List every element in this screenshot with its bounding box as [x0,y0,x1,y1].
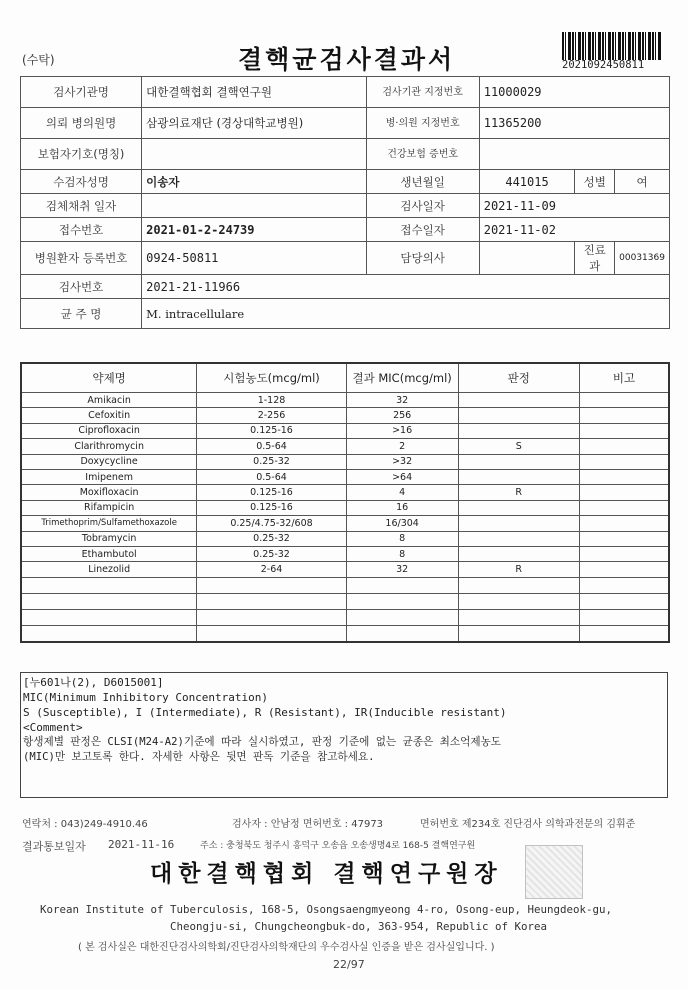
health-ins [479,139,669,170]
drug-name [21,609,197,625]
page-number: 22/97 [333,958,365,971]
comment-code: [누601나(2), D6015001] [23,676,164,689]
test-no: 2021-21-11966 [142,275,670,299]
sex: 여 [615,170,670,194]
note [579,625,669,642]
collect-date [142,194,366,218]
test-range: 2-64 [197,562,346,577]
birth-label: 생년월일 [366,170,479,194]
official-seal-icon [525,845,583,899]
patient-label: 수검자성명 [21,170,142,194]
comment-legend: S (Susceptible), I (Intermediate), R (Resistant), IR(Inducible resistant) [23,706,507,719]
judgement [458,516,579,531]
judgement [458,609,579,625]
note [579,469,669,484]
mic-result: 4 [346,485,458,500]
table-row [21,408,669,423]
mic-result: 32 [346,562,458,577]
drug-name: Moxifloxacin [21,485,197,500]
species-label: 균 주 명 [21,299,142,329]
hospital: 삼광의료재단 (경상대학교병원) [142,108,366,139]
test-range: 0.25/4.75-32/608 [197,516,346,531]
table-row [21,423,669,438]
drug-name: Clarithromycin [21,439,197,454]
mic-result: >32 [346,454,458,469]
drug-name: Amikacin [21,393,197,408]
comment-mic: MIC(Minimum Inhibitory Concentration) [23,691,269,704]
test-range: 0.5-64 [197,469,346,484]
test-range: 0.25-32 [197,531,346,546]
patient-info-table [20,76,670,329]
col-header-drug: 약제명 [21,363,197,393]
barcode-icon [562,32,662,60]
mic-result [346,609,458,625]
col-header-judge: 판정 [458,363,579,393]
table-row [21,625,669,642]
org-address-en-1: Korean Institute of Tuberculosis, 168-5, Osongsaengmyeong 4-ro, Osong-eup, Heungdeok-gu, [40,903,613,916]
test-range: 1-128 [197,393,346,408]
receipt-no: 2021-01-2-24739 [142,218,366,242]
reg-label: 병원환자 등록번호 [21,242,142,275]
test-date: 2021-11-09 [479,194,669,218]
receipt-no-label: 접수번호 [21,218,142,242]
mic-result: 16/304 [346,516,458,531]
mic-result: 2 [346,439,458,454]
mic-result: 8 [346,531,458,546]
receipt-date-label: 접수일자 [366,218,479,242]
note [579,516,669,531]
judgement [458,625,579,642]
mic-result: 32 [346,393,458,408]
receipt-date: 2021-11-02 [479,218,669,242]
judgement: R [458,485,579,500]
hospital-label: 의뢰 병의원명 [21,108,142,139]
test-range: 0.5-64 [197,439,346,454]
table-row [21,469,669,484]
species: M. intracellulare [142,299,670,329]
table-row [21,609,669,625]
note [579,577,669,593]
reg-no: 0924-50811 [142,242,366,275]
test-range [197,577,346,593]
table-row [21,516,669,531]
drug-name [21,625,197,642]
table-row [21,546,669,561]
drug-name: Tobramycin [21,531,197,546]
sex-label: 성별 [575,170,615,194]
page-title: 결핵균검사결과서 [238,45,456,74]
test-date-label: 검사일자 [366,194,479,218]
table-row [21,393,669,408]
notify-label: 결과통보일자 [22,840,86,853]
judgement [458,531,579,546]
drug-name: Doxycycline [21,454,197,469]
table-row [21,562,669,577]
judgement [458,408,579,423]
note [579,439,669,454]
certification-note: ( 본 검사실은 대한진단검사의학회/진단검사의학재단의 우수검사실 인증을 받은 검사실입니다. ) [78,942,495,953]
test-range: 0.25-32 [197,546,346,561]
table-row [21,485,669,500]
note [579,593,669,609]
drug-name [21,577,197,593]
notify-date: 2021-11-16 [108,838,175,851]
table-row [21,454,669,469]
hospital-id: 11365200 [479,108,669,139]
org-address-en-2: Cheongju-si, Chungcheongbuk-do, 363-954, Republic of Korea [170,920,548,933]
test-range: 0.25-32 [197,454,346,469]
handwritten-tag: (수탁) [22,53,55,67]
drug-name: Trimethoprim/Sulfamethoxazole [21,516,197,531]
examiner: 검사자 : 안남정 면허번호 : 47973 [232,819,384,830]
drug-name: Cefoxitin [21,408,197,423]
drug-table-header [21,363,669,393]
table-row [21,531,669,546]
col-header-mic: 결과 MIC(mcg/ml) [346,363,458,393]
birth-date: 441015 [479,170,575,194]
note [579,408,669,423]
judgement [458,454,579,469]
note [579,562,669,577]
table-row [21,593,669,609]
judgement [458,593,579,609]
test-range [197,609,346,625]
patient-name: 이송자 [142,170,366,194]
test-range [197,625,346,642]
barcode-number: 2021092450811 [562,59,645,71]
judgement [458,500,579,515]
judgement [458,577,579,593]
doctor [479,242,575,275]
dept-code: 00031369 [615,242,670,275]
lab-id: 11000029 [479,77,669,108]
comment-box [20,672,668,798]
table-row [21,439,669,454]
judgement [458,423,579,438]
note [579,423,669,438]
note [579,531,669,546]
note [579,546,669,561]
collect-label: 검체채취 일자 [21,194,142,218]
mic-result [346,625,458,642]
lab-name: 대한결핵협회 결핵연구원 [142,77,366,108]
org-name-ko: 대한결핵협회 결핵연구원장 [150,861,503,887]
lab-name-label: 검사기관명 [21,77,142,108]
table-row [21,500,669,515]
address-ko: 주소 : 충청북도 청주시 흥덕구 오송읍 오송생명4로 168-5 결핵연구원 [200,841,476,851]
test-range: 0.125-16 [197,423,346,438]
insurance [142,139,366,170]
mic-result: >16 [346,423,458,438]
drug-table [20,362,670,643]
note [579,500,669,515]
drug-name: Linezolid [21,562,197,577]
drug-name: Ethambutol [21,546,197,561]
health-ins-label: 건강보험 증번호 [366,139,479,170]
dept-label: 진료과 [575,242,615,275]
contact: 연락처 : 043)249-4910.46 [22,819,148,830]
comment-text-1: 항생제별 판정은 CLSI(M24-A2)기준에 따라 실시하였고, 판정 기준에 없는 균종은 최소억제농도 [23,736,502,748]
table-row [21,577,669,593]
drug-name: Ciprofloxacin [21,423,197,438]
comment-heading: <Comment> [23,721,83,734]
doctor-label: 담당의사 [366,242,479,275]
test-range: 0.125-16 [197,500,346,515]
mic-result: >64 [346,469,458,484]
test-range: 0.125-16 [197,485,346,500]
mic-result: 8 [346,546,458,561]
lab-id-label: 검사기관 지정번호 [366,77,479,108]
judgement [458,546,579,561]
mic-result [346,593,458,609]
judgement [458,393,579,408]
drug-name [21,593,197,609]
judgement: S [458,439,579,454]
col-header-range: 시험농도(mcg/ml) [197,363,346,393]
note [579,393,669,408]
hospital-id-label: 병·의원 지정번호 [366,108,479,139]
drug-name: Imipenem [21,469,197,484]
comment-text-2: (MIC)만 보고토록 한다. 자세한 사항은 뒷면 판독 기준을 참고하세요. [23,751,375,763]
mic-result [346,577,458,593]
mic-result: 16 [346,500,458,515]
judgement [458,469,579,484]
note [579,454,669,469]
note [579,485,669,500]
judgement: R [458,562,579,577]
test-range [197,593,346,609]
mic-result: 256 [346,408,458,423]
note [579,609,669,625]
test-no-label: 검사번호 [21,275,142,299]
insurance-label: 보험자기호(명칭) [21,139,142,170]
drug-name: Rifampicin [21,500,197,515]
col-header-note: 비고 [579,363,669,393]
license-info: 면허번호 제234호 진단검사 의학과전문의 김휘준 [420,819,636,830]
test-range: 2-256 [197,408,346,423]
